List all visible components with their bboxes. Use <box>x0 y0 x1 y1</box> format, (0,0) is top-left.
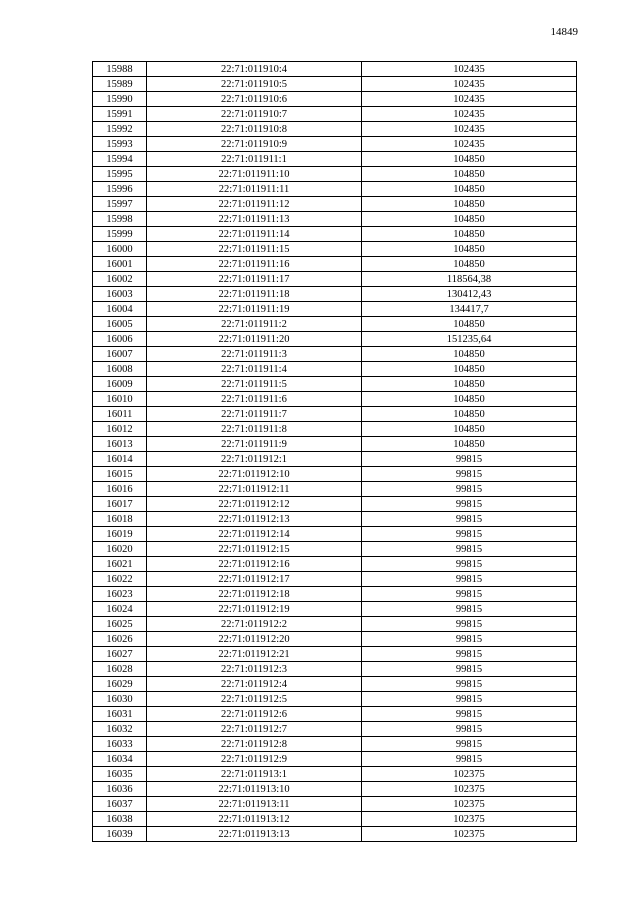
row-number-cell: 15990 <box>93 92 147 107</box>
value-cell: 99815 <box>362 602 577 617</box>
row-number-cell: 16035 <box>93 767 147 782</box>
row-number-cell: 16026 <box>93 632 147 647</box>
cadastral-number-cell: 22:71:011911:17 <box>147 272 362 287</box>
value-cell: 104850 <box>362 422 577 437</box>
table-row <box>93 752 577 767</box>
cadastral-number-cell: 22:71:011912:21 <box>147 647 362 662</box>
row-number-cell: 16038 <box>93 812 147 827</box>
row-number-cell: 16012 <box>93 422 147 437</box>
value-cell: 102375 <box>362 782 577 797</box>
row-number-cell: 16017 <box>93 497 147 512</box>
cadastral-number-cell: 22:71:011910:6 <box>147 92 362 107</box>
cadastral-number-cell: 22:71:011911:19 <box>147 302 362 317</box>
cadastral-number-cell: 22:71:011913:12 <box>147 812 362 827</box>
table-row <box>93 467 577 482</box>
table-row <box>93 722 577 737</box>
registry-table <box>92 61 577 842</box>
cadastral-number-cell: 22:71:011911:2 <box>147 317 362 332</box>
table-row <box>93 662 577 677</box>
value-cell: 102435 <box>362 107 577 122</box>
table-row <box>93 737 577 752</box>
value-cell: 99815 <box>362 557 577 572</box>
row-number-cell: 16023 <box>93 587 147 602</box>
table-row <box>93 107 577 122</box>
cadastral-number-cell: 22:71:011912:9 <box>147 752 362 767</box>
value-cell: 99815 <box>362 512 577 527</box>
cadastral-number-cell: 22:71:011912:16 <box>147 557 362 572</box>
cadastral-number-cell: 22:71:011912:18 <box>147 587 362 602</box>
table-row <box>93 587 577 602</box>
row-number-cell: 16003 <box>93 287 147 302</box>
value-cell: 102375 <box>362 797 577 812</box>
cadastral-number-cell: 22:71:011910:7 <box>147 107 362 122</box>
cadastral-number-cell: 22:71:011911:10 <box>147 167 362 182</box>
cadastral-number-cell: 22:71:011912:14 <box>147 527 362 542</box>
cadastral-number-cell: 22:71:011911:18 <box>147 287 362 302</box>
table-row <box>93 707 577 722</box>
cadastral-number-cell: 22:71:011910:5 <box>147 77 362 92</box>
value-cell: 104850 <box>362 362 577 377</box>
row-number-cell: 15997 <box>93 197 147 212</box>
table-row <box>93 287 577 302</box>
cadastral-number-cell: 22:71:011912:5 <box>147 692 362 707</box>
row-number-cell: 15988 <box>93 62 147 77</box>
cadastral-number-cell: 22:71:011910:8 <box>147 122 362 137</box>
cadastral-number-cell: 22:71:011913:1 <box>147 767 362 782</box>
value-cell: 99815 <box>362 467 577 482</box>
cadastral-number-cell: 22:71:011913:11 <box>147 797 362 812</box>
value-cell: 102375 <box>362 767 577 782</box>
table-row <box>93 557 577 572</box>
value-cell: 104850 <box>362 227 577 242</box>
cadastral-number-cell: 22:71:011911:15 <box>147 242 362 257</box>
value-cell: 102435 <box>362 77 577 92</box>
row-number-cell: 16015 <box>93 467 147 482</box>
table-row <box>93 347 577 362</box>
cadastral-number-cell: 22:71:011912:1 <box>147 452 362 467</box>
table-row <box>93 647 577 662</box>
value-cell: 99815 <box>362 542 577 557</box>
table-row <box>93 407 577 422</box>
value-cell: 134417,7 <box>362 302 577 317</box>
value-cell: 104850 <box>362 317 577 332</box>
row-number-cell: 16013 <box>93 437 147 452</box>
value-cell: 99815 <box>362 707 577 722</box>
row-number-cell: 15994 <box>93 152 147 167</box>
row-number-cell: 16030 <box>93 692 147 707</box>
cadastral-number-cell: 22:71:011912:3 <box>147 662 362 677</box>
table-row <box>93 272 577 287</box>
cadastral-number-cell: 22:71:011911:3 <box>147 347 362 362</box>
value-cell: 104850 <box>362 392 577 407</box>
row-number-cell: 15992 <box>93 122 147 137</box>
row-number-cell: 16005 <box>93 317 147 332</box>
cadastral-number-cell: 22:71:011911:1 <box>147 152 362 167</box>
value-cell: 99815 <box>362 527 577 542</box>
table-row <box>93 632 577 647</box>
value-cell: 99815 <box>362 632 577 647</box>
table-row <box>93 827 577 842</box>
value-cell: 104850 <box>362 152 577 167</box>
registry-table-body <box>93 62 577 842</box>
cadastral-number-cell: 22:71:011912:12 <box>147 497 362 512</box>
table-row <box>93 92 577 107</box>
row-number-cell: 15998 <box>93 212 147 227</box>
row-number-cell: 16011 <box>93 407 147 422</box>
row-number-cell: 16008 <box>93 362 147 377</box>
row-number-cell: 16037 <box>93 797 147 812</box>
cadastral-number-cell: 22:71:011912:7 <box>147 722 362 737</box>
table-row <box>93 482 577 497</box>
cadastral-number-cell: 22:71:011911:9 <box>147 437 362 452</box>
row-number-cell: 16025 <box>93 617 147 632</box>
cadastral-number-cell: 22:71:011912:13 <box>147 512 362 527</box>
cadastral-number-cell: 22:71:011911:12 <box>147 197 362 212</box>
value-cell: 102435 <box>362 92 577 107</box>
table-row <box>93 122 577 137</box>
table-row <box>93 362 577 377</box>
cadastral-number-cell: 22:71:011910:9 <box>147 137 362 152</box>
table-row <box>93 782 577 797</box>
table-row <box>93 317 577 332</box>
row-number-cell: 16027 <box>93 647 147 662</box>
table-row <box>93 62 577 77</box>
value-cell: 104850 <box>362 167 577 182</box>
cadastral-number-cell: 22:71:011912:11 <box>147 482 362 497</box>
cadastral-number-cell: 22:71:011912:20 <box>147 632 362 647</box>
page-number: 14849 <box>550 26 578 38</box>
value-cell: 104850 <box>362 242 577 257</box>
value-cell: 104850 <box>362 212 577 227</box>
table-row <box>93 767 577 782</box>
row-number-cell: 15991 <box>93 107 147 122</box>
table-row <box>93 572 577 587</box>
value-cell: 99815 <box>362 647 577 662</box>
value-cell: 99815 <box>362 617 577 632</box>
row-number-cell: 16014 <box>93 452 147 467</box>
row-number-cell: 16036 <box>93 782 147 797</box>
table-row <box>93 437 577 452</box>
value-cell: 151235,64 <box>362 332 577 347</box>
row-number-cell: 16007 <box>93 347 147 362</box>
cadastral-number-cell: 22:71:011911:14 <box>147 227 362 242</box>
table-row <box>93 302 577 317</box>
table-row <box>93 152 577 167</box>
value-cell: 99815 <box>362 497 577 512</box>
value-cell: 130412,43 <box>362 287 577 302</box>
value-cell: 104850 <box>362 182 577 197</box>
cadastral-number-cell: 22:71:011911:11 <box>147 182 362 197</box>
value-cell: 102435 <box>362 62 577 77</box>
row-number-cell: 16019 <box>93 527 147 542</box>
table-row <box>93 692 577 707</box>
value-cell: 104850 <box>362 377 577 392</box>
cadastral-number-cell: 22:71:011911:13 <box>147 212 362 227</box>
table-row <box>93 617 577 632</box>
table-row <box>93 257 577 272</box>
cadastral-number-cell: 22:71:011911:16 <box>147 257 362 272</box>
cadastral-number-cell: 22:71:011912:10 <box>147 467 362 482</box>
value-cell: 99815 <box>362 572 577 587</box>
table-row <box>93 812 577 827</box>
row-number-cell: 16029 <box>93 677 147 692</box>
table-row <box>93 197 577 212</box>
row-number-cell: 16039 <box>93 827 147 842</box>
value-cell: 104850 <box>362 197 577 212</box>
cadastral-number-cell: 22:71:011911:20 <box>147 332 362 347</box>
table-row <box>93 797 577 812</box>
cadastral-number-cell: 22:71:011913:10 <box>147 782 362 797</box>
row-number-cell: 16006 <box>93 332 147 347</box>
cadastral-number-cell: 22:71:011911:4 <box>147 362 362 377</box>
value-cell: 102435 <box>362 122 577 137</box>
cadastral-number-cell: 22:71:011912:17 <box>147 572 362 587</box>
row-number-cell: 16018 <box>93 512 147 527</box>
table-row <box>93 422 577 437</box>
cadastral-number-cell: 22:71:011912:6 <box>147 707 362 722</box>
row-number-cell: 16034 <box>93 752 147 767</box>
table-row <box>93 392 577 407</box>
row-number-cell: 16020 <box>93 542 147 557</box>
table-row <box>93 227 577 242</box>
value-cell: 99815 <box>362 737 577 752</box>
cadastral-number-cell: 22:71:011911:5 <box>147 377 362 392</box>
table-row <box>93 77 577 92</box>
row-number-cell: 16010 <box>93 392 147 407</box>
value-cell: 99815 <box>362 452 577 467</box>
table-row <box>93 602 577 617</box>
table-row <box>93 677 577 692</box>
table-row <box>93 332 577 347</box>
table-row <box>93 542 577 557</box>
value-cell: 104850 <box>362 407 577 422</box>
row-number-cell: 16002 <box>93 272 147 287</box>
table-row <box>93 212 577 227</box>
cadastral-number-cell: 22:71:011912:15 <box>147 542 362 557</box>
cadastral-number-cell: 22:71:011911:6 <box>147 392 362 407</box>
value-cell: 99815 <box>362 722 577 737</box>
row-number-cell: 16009 <box>93 377 147 392</box>
row-number-cell: 16031 <box>93 707 147 722</box>
cadastral-number-cell: 22:71:011911:8 <box>147 422 362 437</box>
table-row <box>93 452 577 467</box>
row-number-cell: 16032 <box>93 722 147 737</box>
row-number-cell: 16028 <box>93 662 147 677</box>
cadastral-number-cell: 22:71:011912:2 <box>147 617 362 632</box>
value-cell: 118564,38 <box>362 272 577 287</box>
row-number-cell: 16022 <box>93 572 147 587</box>
row-number-cell: 16001 <box>93 257 147 272</box>
row-number-cell: 16004 <box>93 302 147 317</box>
table-row <box>93 167 577 182</box>
table-row <box>93 182 577 197</box>
row-number-cell: 16033 <box>93 737 147 752</box>
table-row <box>93 377 577 392</box>
row-number-cell: 16021 <box>93 557 147 572</box>
row-number-cell: 15989 <box>93 77 147 92</box>
row-number-cell: 15996 <box>93 182 147 197</box>
row-number-cell: 16000 <box>93 242 147 257</box>
value-cell: 99815 <box>362 662 577 677</box>
cadastral-number-cell: 22:71:011912:19 <box>147 602 362 617</box>
value-cell: 99815 <box>362 587 577 602</box>
value-cell: 102375 <box>362 812 577 827</box>
table-row <box>93 512 577 527</box>
table-row <box>93 527 577 542</box>
value-cell: 104850 <box>362 347 577 362</box>
value-cell: 102435 <box>362 137 577 152</box>
value-cell: 99815 <box>362 482 577 497</box>
row-number-cell: 15993 <box>93 137 147 152</box>
cadastral-number-cell: 22:71:011911:7 <box>147 407 362 422</box>
row-number-cell: 16016 <box>93 482 147 497</box>
table-row <box>93 497 577 512</box>
table-row <box>93 137 577 152</box>
cadastral-number-cell: 22:71:011910:4 <box>147 62 362 77</box>
row-number-cell: 15999 <box>93 227 147 242</box>
value-cell: 102375 <box>362 827 577 842</box>
value-cell: 99815 <box>362 752 577 767</box>
value-cell: 99815 <box>362 692 577 707</box>
value-cell: 104850 <box>362 257 577 272</box>
cadastral-number-cell: 22:71:011912:8 <box>147 737 362 752</box>
cadastral-number-cell: 22:71:011912:4 <box>147 677 362 692</box>
row-number-cell: 16024 <box>93 602 147 617</box>
cadastral-number-cell: 22:71:011913:13 <box>147 827 362 842</box>
value-cell: 104850 <box>362 437 577 452</box>
table-row <box>93 242 577 257</box>
value-cell: 99815 <box>362 677 577 692</box>
row-number-cell: 15995 <box>93 167 147 182</box>
